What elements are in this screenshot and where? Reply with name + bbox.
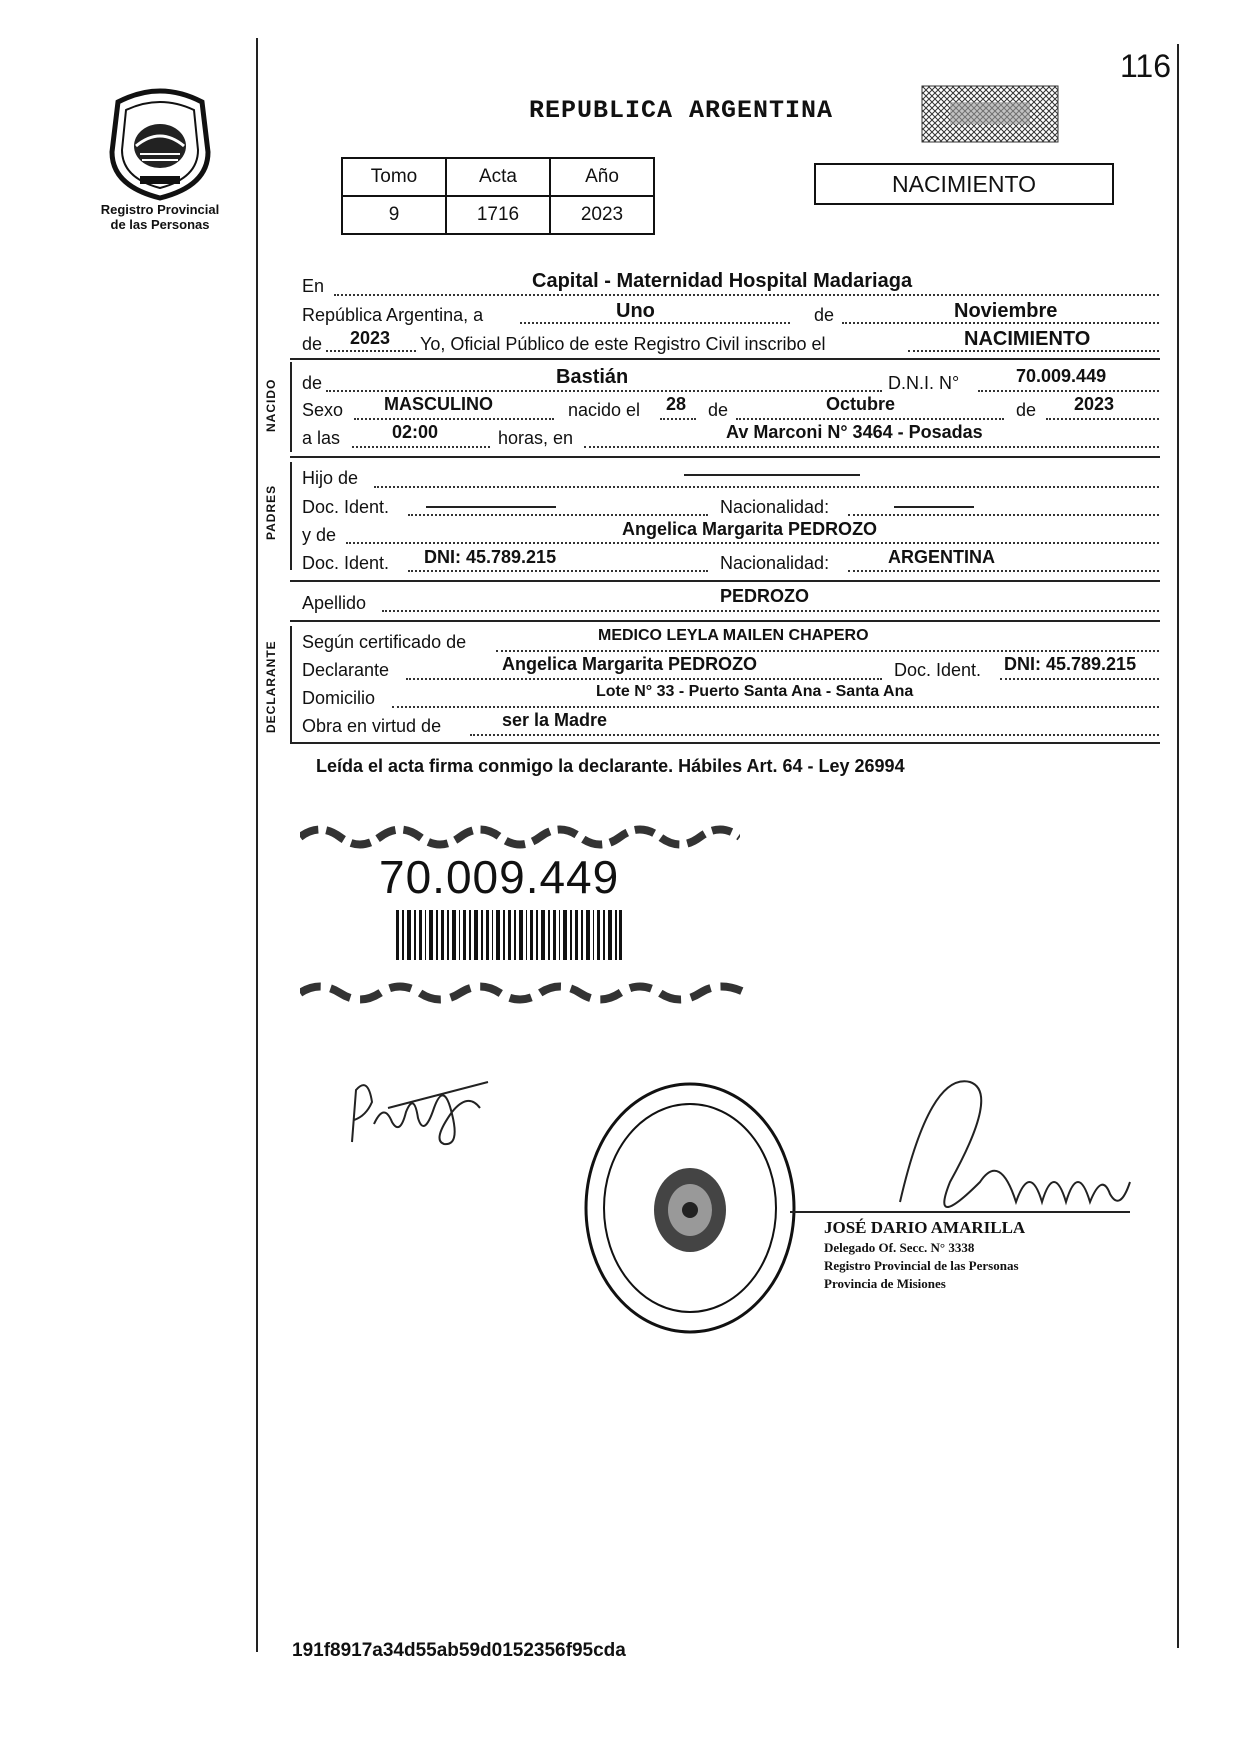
value-lugar-nac: Av Marconi N° 3464 - Posadas [726, 422, 983, 442]
label-doc-ident-madre: Doc. Ident. [302, 553, 390, 573]
label-de-nombre: de [302, 373, 323, 393]
value-madre-nacionalidad: ARGENTINA [888, 547, 995, 567]
value-dia: Uno [616, 300, 655, 322]
dots-dni [978, 390, 1159, 392]
dots-nac-madre [848, 570, 1159, 572]
table-value-tomo: 9 [342, 196, 446, 234]
value-lugar: Capital - Maternidad Hospital Madariaga [532, 270, 913, 292]
value-mes-nac: Octubre [826, 394, 896, 414]
dots-certificado [496, 650, 1159, 652]
value-domicilio: Lote N° 33 - Puerto Santa Ana - Santa Ana [596, 683, 914, 700]
label-segun-certificado: Según certificado de [302, 632, 467, 652]
label-nacido-el: nacido el [568, 400, 641, 420]
dots-hora [352, 446, 490, 448]
label-yo-oficial: Yo, Oficial Público de este Registro Civil inscribo el [420, 334, 826, 354]
dots-lugar-nac [584, 446, 1159, 448]
section-label-declarante: DECLARANTE [264, 640, 278, 733]
value-dni: 70.009.449 [1016, 366, 1107, 386]
registry-name [70, 202, 250, 232]
document-title: REPUBLICA ARGENTINA [529, 96, 834, 125]
label-de-mes-nac: de [708, 400, 729, 420]
label-apellido: Apellido [302, 593, 367, 613]
separator-2 [290, 456, 1160, 458]
separator-5 [290, 742, 1160, 744]
label-de-mes: de [814, 305, 835, 325]
barcode [396, 910, 622, 960]
table-value-anio: 2023 [550, 196, 654, 234]
separator-3 [290, 580, 1160, 582]
section-label-nacido: NACIDO [264, 378, 278, 432]
padre-doc-blank [426, 506, 556, 508]
value-madre-doc: DNI: 45.789.215 [424, 547, 557, 567]
dots-declarante-doc [1000, 678, 1159, 680]
dots-padre [374, 486, 1159, 488]
registry-name-line2: de las Personas [110, 217, 210, 232]
label-y-de: y de [302, 525, 337, 545]
label-domicilio: Domicilio [302, 688, 376, 708]
page-number: 116 [1120, 48, 1172, 84]
dots-declarante [406, 678, 882, 680]
round-official-seal [582, 1080, 798, 1336]
separator-1 [290, 358, 1160, 360]
label-doc-ident-declarante: Doc. Ident. [894, 660, 982, 680]
declarant-signature [348, 1072, 498, 1152]
padre-blank-dash [684, 474, 860, 476]
table-header-anio: Año [550, 158, 654, 196]
registry-name-line1: Registro Provincial [100, 202, 220, 217]
dots-mes-nac [736, 418, 1004, 420]
dots-nombre [326, 390, 882, 392]
dots-lugar [334, 294, 1159, 296]
value-madre: Angelica Margarita PEDROZO [622, 519, 878, 539]
dots-dia [520, 322, 790, 324]
dots-domicilio [392, 706, 1159, 708]
value-anio-nac: 2023 [1074, 394, 1115, 414]
padres-bracket [290, 462, 292, 570]
value-declarante: Angelica Margarita PEDROZO [502, 654, 758, 674]
official-stamp-mark [920, 84, 1060, 144]
dots-dia-nac [660, 418, 696, 420]
label-doc-ident-padre: Doc. Ident. [302, 497, 390, 517]
acta-table-header-row [342, 158, 654, 196]
provincial-emblem-logo [100, 82, 220, 202]
label-de-anio-nac: de [1016, 400, 1037, 420]
value-sexo: MASCULINO [384, 394, 493, 414]
value-certificado: MEDICO LEYLA MAILEN CHAPERO [598, 627, 869, 644]
declarante-bracket [290, 626, 292, 742]
table-header-acta: Acta [446, 158, 550, 196]
act-type-box: NACIMIENTO [814, 163, 1114, 205]
closing-statement: Leída el acta firma conmigo la declarante. Hábiles Art. 64 - Ley 26994 [316, 756, 905, 776]
label-declarante: Declarante [302, 660, 390, 680]
value-apellido: PEDROZO [720, 586, 810, 606]
acta-table-value-row [342, 196, 654, 234]
dots-anio-nac [1046, 418, 1159, 420]
dots-doc-madre [408, 570, 708, 572]
security-ribbon-top [300, 822, 740, 852]
label-nacionalidad-madre: Nacionalidad: [720, 553, 830, 573]
label-horas-en: horas, en [498, 428, 574, 448]
dots-doc-padre [408, 514, 708, 516]
dni-stamp-number: 70.009.449 [379, 851, 620, 903]
section-label-padres: PADRES [264, 484, 278, 540]
document-hash: 191f8917a34d55ab59d0152356f95cda [292, 1640, 626, 1661]
separator-4 [290, 620, 1160, 622]
nacido-bracket [290, 362, 292, 452]
official-name: JOSÉ DARIO AMARILLA [824, 1218, 1026, 1237]
value-obra-virtud: ser la Madre [502, 710, 608, 730]
label-republica: República Argentina, a [302, 305, 484, 325]
value-dia-nac: 28 [666, 394, 687, 414]
label-hijo-de: Hijo de [302, 468, 359, 488]
right-margin-line [1177, 44, 1179, 1648]
value-declarante-doc: DNI: 45.789.215 [1004, 654, 1137, 674]
label-a-las: a las [302, 428, 341, 448]
dots-apellido [382, 610, 1159, 612]
label-en: En [302, 276, 325, 296]
label-obra-virtud: Obra en virtud de [302, 716, 442, 736]
value-hora: 02:00 [392, 422, 439, 442]
label-dni: D.N.I. N° [888, 373, 960, 393]
label-nacionalidad-padre: Nacionalidad: [720, 497, 830, 517]
dots-anio [326, 350, 416, 352]
value-mes: Noviembre [954, 300, 1058, 322]
dots-obra-virtud [470, 734, 1159, 736]
official-title: Delegado Of. Secc. N° 3338 [824, 1240, 975, 1255]
value-nombre: Bastián [556, 366, 629, 388]
dots-madre [346, 542, 1159, 544]
value-anio: 2023 [350, 328, 391, 348]
table-value-acta: 1716 [446, 196, 550, 234]
security-ribbon-bottom [300, 980, 746, 1006]
label-de-anio: de [302, 334, 323, 354]
official-province: Provincia de Misiones [824, 1276, 946, 1291]
acta-table [341, 157, 655, 235]
value-acto: NACIMIENTO [964, 328, 1091, 350]
left-margin-line [256, 38, 258, 1652]
padre-nac-blank [894, 506, 974, 508]
dots-sexo [354, 418, 554, 420]
dots-nac-padre [848, 514, 1159, 516]
label-sexo: Sexo [302, 400, 344, 420]
table-header-tomo: Tomo [342, 158, 446, 196]
official-registry: Registro Provincial de las Personas [824, 1258, 1019, 1273]
